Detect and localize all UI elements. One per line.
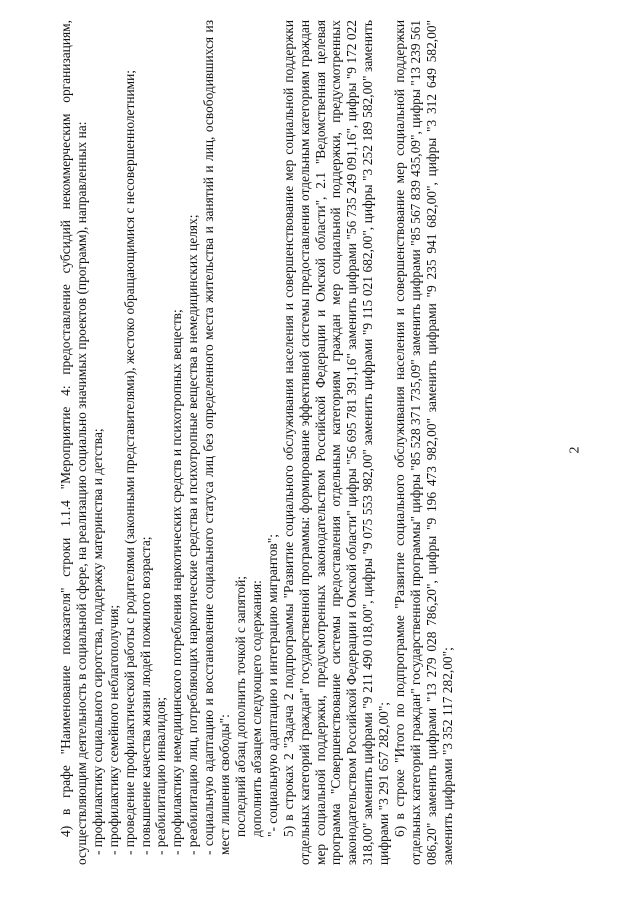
paragraph: - реабилитацию инвалидов; xyxy=(153,697,169,855)
paragraph: - повышение качества жизни людей пожилого возраста; xyxy=(137,536,153,855)
paragraph: - реабилитацию лиц, потребляющих наркотические средства и психотропные вещества в немедицинских целях; xyxy=(185,214,201,855)
paragraph: - профилактику социального сиротства, поддержку материнства и детства; xyxy=(89,428,105,855)
paragraph: - профилактику немедицинского потребления наркотических средств и психотропных веществ; xyxy=(169,309,185,855)
paragraph: - проведение профилактической работы с родителями (законными представителями), жестоко обращающимися с несовершеннолетними; xyxy=(121,69,137,855)
paragraph: 4) в графе "Наименование показателя" строки 1.1.4 "Мероприятие 4: предоставление субсидий некоммерческим организациям, осуществляющим деятельность в социальной сфере, на реализацию социально значимых проектов (программ), направленных на: xyxy=(58,20,89,865)
paragraph: 6) в строке "Итого по подпрограмме "Развитие социального обслуживания населения и совершенствование мер социальной поддержки отдельных категорий граждан" государственной программы" цифры "85 528 371 735,09" заменить цифрами "85 567 839 435,09", цифры "13 239 561 086,20" заменить цифрами "13 279 028 786,20", цифры "9 196 473 982,00" заменить цифрами "9 235 941 682,00", цифры "3 312 649 582,00" заменить цифрами "3 352 117 282,00"; xyxy=(392,20,455,865)
page-number: 2 xyxy=(567,446,583,454)
paragraph: - социальную адаптацию и восстановление социального статуса лиц без определенного места жительства и занятий и лиц, освободившихся из мест лишения свободы": xyxy=(201,20,233,855)
paragraph: - профилактику семейного неблагополучия; xyxy=(105,604,121,855)
paragraph: последний абзац дополнить точкой с запятой; xyxy=(232,576,248,837)
paragraph: "- социальную адаптацию и интеграцию мигрантов"; xyxy=(264,534,280,837)
paragraph: дополнить абзацем следующего содержания: xyxy=(248,580,264,837)
rotated-text-block xyxy=(58,20,598,865)
paragraph: 5) в строках 2 "Задача 2 подпрограммы "Развитие социального обслуживания населения и совершенствование мер социальной поддержки отдельных категорий граждан" государственной программы: формирование эффективной системы предоставления отдельным категориям граждан мер социальной поддержки, предусмотренных законодательством Российской Федерации и Омской области", 2.1 "Ведомственная целевая программа "Совершенствование системы предоставления отдельным категориям граждан мер социальной поддержки, предусмотренных законодательством Российской Федерации и Омской области" цифры "56 695 781 391,16" заменить цифрами "56 735 249 091,16", цифры "9 172 022 318,00" заменить цифрами "9 211 490 018,00", цифры "9 075 553 982,00" заменить цифрами "9 115 021 682,00", цифры "3 252 189 582,00" заменить цифрами "3 291 657 282,00"; xyxy=(280,20,392,865)
